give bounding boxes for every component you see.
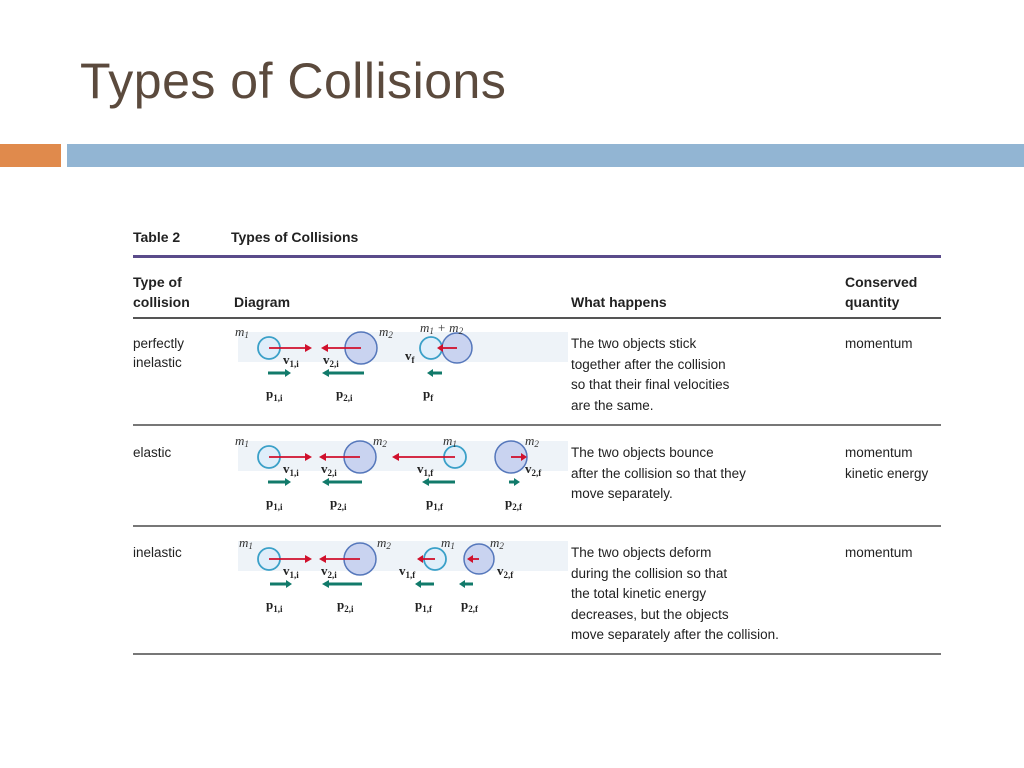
table-number: Table 2 (133, 229, 181, 245)
svg-text:p2,i: $p_{2,i}$ (337, 597, 354, 614)
svg-text:pf: $p_f$ (423, 386, 434, 403)
header-diagram: Diagram (234, 294, 291, 310)
row-what-happens: The two objects deform during the collision so that the total kinetic energy decreases, but the objects move separately after the collision. (571, 545, 779, 642)
svg-text:v1,f: $v_{1,f}$ (417, 461, 434, 478)
row-what-happens: The two objects bounce after the collision so that they move separately. (571, 445, 746, 501)
svg-text:v2,i: $v_{2,i}$ (321, 461, 337, 478)
svg-text:p1,f: $p_{1,f}$ (415, 597, 432, 614)
table-bottom-rule (133, 653, 941, 655)
table-caption (133, 226, 941, 250)
svg-text:m1: m1 (441, 535, 455, 551)
caption-rule (133, 255, 941, 258)
svg-text:v2,i: $v_{2,i}$ (321, 563, 337, 580)
row-divider (133, 424, 941, 426)
svg-text:v2,f: $v_{2,f}$ (525, 461, 542, 478)
svg-text:p1,f: $p_{1,f}$ (426, 495, 443, 512)
slide-title: Types of Collisions (80, 53, 507, 109)
svg-text:m1: m1 (239, 535, 253, 551)
row-what-happens: The two objects stick together after the collision so that their final velocities are the same. (571, 336, 730, 413)
header-what-happens: What happens (571, 294, 667, 310)
collision-table (133, 226, 941, 642)
collision-diagram (233, 531, 573, 631)
svg-text:vf: $v_f$ (405, 348, 415, 365)
svg-text:m1: m1 (235, 433, 249, 449)
row-conserved: momentum (845, 545, 913, 560)
svg-text:p2,f: $p_{2,f}$ (461, 597, 478, 614)
collision-diagram (233, 431, 573, 531)
row-type: inelastic (133, 545, 182, 560)
svg-text:v1,i: $v_{1,i}$ (283, 352, 299, 369)
svg-text:m2: m2 (377, 535, 391, 551)
collision-diagram (233, 322, 573, 422)
accent-bar-blue (67, 144, 1024, 167)
svg-text:m2: m2 (373, 433, 387, 449)
header-rule (133, 317, 941, 319)
svg-text:m1: m1 (443, 433, 457, 449)
svg-text:p1,i: $p_{1,i}$ (266, 386, 283, 403)
svg-text:p2,i: $p_{2,i}$ (336, 386, 353, 403)
svg-text:p1,i: $p_{1,i}$ (266, 597, 283, 614)
row-divider (133, 525, 941, 527)
row-conserved: momentum kinetic energy (845, 445, 929, 481)
svg-text:m2: m2 (379, 324, 393, 340)
svg-text:p2,f: $p_{2,f}$ (505, 495, 522, 512)
svg-text:v1,f: $v_{1,f}$ (399, 563, 416, 580)
svg-text:m1: m1 (235, 324, 249, 340)
svg-text:m2: m2 (490, 535, 504, 551)
table-title: Types of Collisions (231, 229, 359, 245)
svg-text:p1,i: $p_{1,i}$ (266, 495, 283, 512)
header-type: Type of collision (133, 274, 190, 310)
svg-text:m2: m2 (525, 433, 539, 449)
header-conserved: Conserved quantity (845, 274, 918, 310)
svg-text:v1,i: $v_{1,i}$ (283, 563, 299, 580)
svg-text:v2,f: $v_{2,f}$ (497, 563, 514, 580)
row-conserved: momentum (845, 336, 913, 351)
svg-text:m1 + m2: m1 + m2 (420, 322, 464, 336)
row-type: elastic (133, 445, 172, 460)
svg-text:p2,i: $p_{2,i}$ (330, 495, 347, 512)
svg-text:v1,i: $v_{1,i}$ (283, 461, 299, 478)
accent-bar-orange (0, 144, 61, 167)
row-type: perfectly inelastic (133, 336, 185, 370)
svg-text:v2,i: $v_{2,i}$ (323, 352, 339, 369)
